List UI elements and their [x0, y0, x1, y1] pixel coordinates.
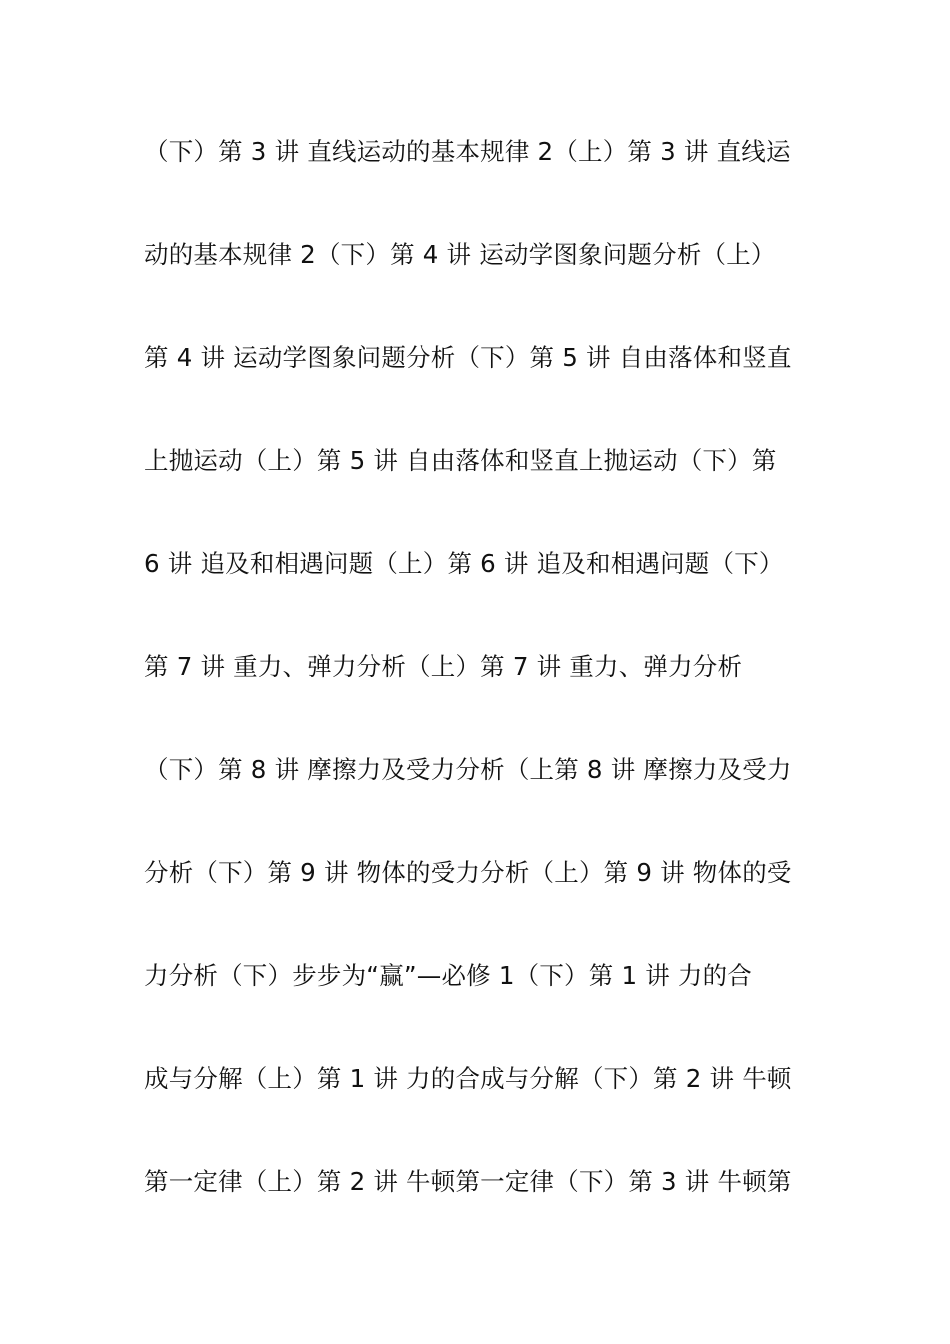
- text-line: （下）第 8 讲 摩擦力及受力分析（上第 8 讲 摩擦力及受力: [144, 755, 792, 784]
- document-text-block: [144, 126, 814, 1259]
- text-line: （下）第 3 讲 直线运动的基本规律 2（上）第 3 讲 直线运: [144, 137, 791, 166]
- text-line: 第 7 讲 重力、弹力分析（上）第 7 讲 重力、弹力分析: [144, 652, 743, 681]
- text-line: 第一定律（上）第 2 讲 牛顿第一定律（下）第 3 讲 牛顿第: [144, 1167, 792, 1196]
- text-line: 成与分解（上）第 1 讲 力的合成与分解（下）第 2 讲 牛顿: [144, 1064, 792, 1093]
- text-line: 上抛运动（上）第 5 讲 自由落体和竖直上抛运动（下）第: [144, 446, 777, 475]
- text-line: 动的基本规律 2（下）第 4 讲 运动学图象问题分析（上）: [144, 240, 776, 269]
- text-line: 力分析（下）步步为“赢”—必修 1（下）第 1 讲 力的合: [144, 961, 753, 990]
- text-line: 分析（下）第 9 讲 物体的受力分析（上）第 9 讲 物体的受: [144, 858, 792, 887]
- text-line: 6 讲 追及和相遇问题（上）第 6 讲 追及和相遇问题（下）: [144, 549, 784, 578]
- text-line: 第 4 讲 运动学图象问题分析（下）第 5 讲 自由落体和竖直: [144, 343, 792, 372]
